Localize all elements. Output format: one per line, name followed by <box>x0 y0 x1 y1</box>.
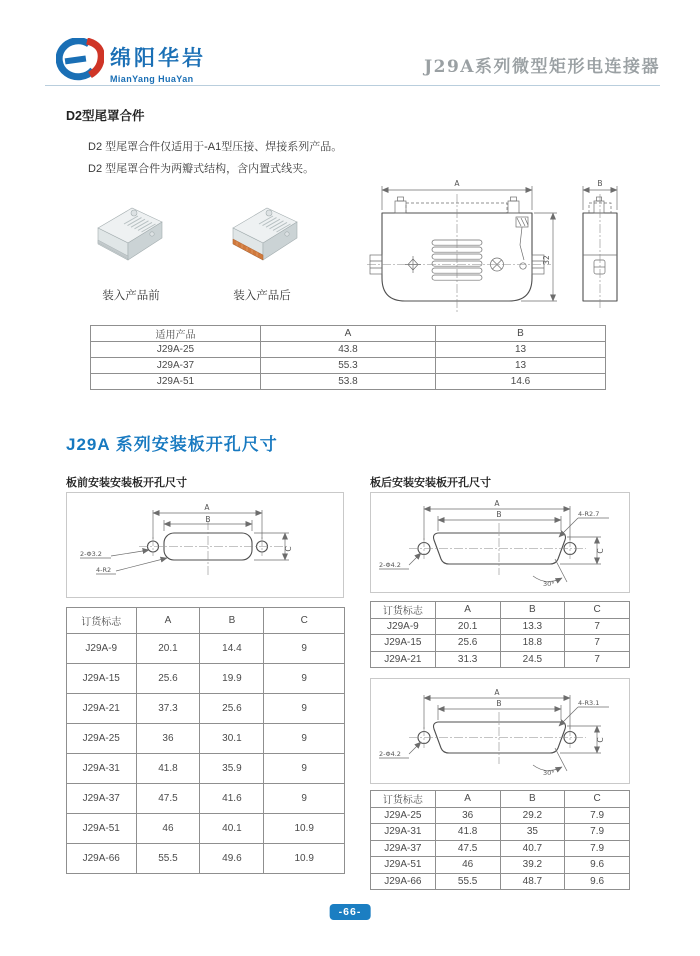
table-cell: 7 <box>565 618 630 635</box>
front-mount-table <box>66 607 345 874</box>
front-mount-drawing-box <box>66 492 344 598</box>
front-mount-subtitle: 板前安装安装板开孔尺寸 <box>66 477 187 489</box>
backshell-image-before <box>90 198 170 276</box>
row-label: J29A-31 <box>371 824 436 841</box>
document-title: J29A系列微型矩形电连接器 <box>424 57 660 77</box>
table-row <box>371 840 630 857</box>
table-row <box>371 824 630 841</box>
tailshell-technical-drawing <box>365 170 665 323</box>
table-header-row <box>371 791 630 808</box>
row-label: J29A-9 <box>67 634 137 664</box>
table-cell: 9 <box>264 754 345 784</box>
header-divider <box>45 85 660 86</box>
row-label: J29A-37 <box>67 784 137 814</box>
rear-mount-table-1 <box>370 601 630 668</box>
table-cell: 41.6 <box>200 784 264 814</box>
footer <box>330 902 371 920</box>
table-cell: 37.3 <box>136 694 200 724</box>
table-cell: 9.6 <box>565 857 630 874</box>
row-label: J29A-9 <box>371 618 436 635</box>
mount-section-title: J29A 系列安装板开孔尺寸 <box>66 435 278 454</box>
column-header: A <box>260 326 435 342</box>
hole-dim-label: 2-Φ4.2 <box>379 750 401 758</box>
table-cell: 39.2 <box>500 857 565 874</box>
table-cell: 10.9 <box>264 844 345 874</box>
table-cell: 41.8 <box>136 754 200 784</box>
table-row <box>67 694 345 724</box>
tailshell-size-table <box>90 325 606 390</box>
table-cell: 13 <box>436 358 606 374</box>
dim-label-a: A <box>494 499 500 508</box>
table-row <box>371 807 630 824</box>
column-header: 订货标志 <box>371 602 436 619</box>
product-photo-before <box>90 198 170 281</box>
dim-label-b: B <box>597 179 603 188</box>
table-cell: 49.6 <box>200 844 264 874</box>
rear-mount-drawing-box-2 <box>370 678 630 784</box>
rear-mount-table-2-wrap <box>370 790 630 890</box>
rear-mount-table-1-wrap <box>370 601 630 668</box>
table-cell: 9 <box>264 634 345 664</box>
table-header-row <box>67 608 345 634</box>
table-cell: 14.4 <box>200 634 264 664</box>
column-header: 订货标志 <box>371 791 436 808</box>
column-header: C <box>565 602 630 619</box>
table-cell: 25.6 <box>435 635 500 652</box>
table-cell: 55.5 <box>435 873 500 890</box>
table-row <box>91 374 606 390</box>
table-cell: 36 <box>435 807 500 824</box>
column-header: A <box>136 608 200 634</box>
dim-label-c: C <box>596 548 605 554</box>
table-cell: 25.6 <box>136 664 200 694</box>
table-cell: 35.9 <box>200 754 264 784</box>
caption-after: 装入产品后 <box>233 290 291 302</box>
tailshell-size-table-wrap <box>90 325 606 390</box>
caption-before: 装入产品前 <box>102 290 160 302</box>
table-cell: 55.5 <box>136 844 200 874</box>
table-row <box>67 634 345 664</box>
dim-label-b: B <box>496 510 502 519</box>
table-cell: 46 <box>136 814 200 844</box>
page-number-badge: -66- <box>330 904 371 920</box>
row-label: J29A-15 <box>371 635 436 652</box>
row-label: J29A-15 <box>67 664 137 694</box>
table-cell: 55.3 <box>260 358 435 374</box>
radius-dim-label: 4-R3.1 <box>578 699 600 707</box>
table-cell: 13.3 <box>500 618 565 635</box>
table-row <box>67 784 345 814</box>
product-photo-after <box>225 198 305 281</box>
row-label: J29A-25 <box>67 724 137 754</box>
table-cell: 47.5 <box>136 784 200 814</box>
table-cell: 25.6 <box>200 694 264 724</box>
dim-label-c: C <box>284 546 293 552</box>
table-cell: 9.6 <box>565 873 630 890</box>
dim-label-a: A <box>204 503 210 512</box>
table-cell: 24.5 <box>500 651 565 668</box>
rear-mount-drawing-box-1 <box>370 492 630 593</box>
table-cell: 40.7 <box>500 840 565 857</box>
dim-label-b: B <box>496 699 502 708</box>
table-row <box>371 873 630 890</box>
angle-dim-label: 30° <box>543 580 555 588</box>
table-cell: 41.8 <box>435 824 500 841</box>
table-cell: 14.6 <box>436 374 606 390</box>
column-header: B <box>500 791 565 808</box>
table-cell: 9 <box>264 694 345 724</box>
column-header: B <box>200 608 264 634</box>
column-header: A <box>435 791 500 808</box>
table-cell: 35 <box>500 824 565 841</box>
table-cell: 46 <box>435 857 500 874</box>
hole-dim-label: 2-Φ3.2 <box>80 550 102 558</box>
row-label: J29A-25 <box>371 807 436 824</box>
company-logo-icon <box>56 38 104 84</box>
table-cell: 13 <box>436 342 606 358</box>
table-row <box>67 724 345 754</box>
table-cell: 47.5 <box>435 840 500 857</box>
company-logo <box>56 38 104 89</box>
table-cell: 9 <box>264 724 345 754</box>
column-header: 订货标志 <box>67 608 137 634</box>
row-label: J29A-37 <box>371 840 436 857</box>
company-name-en: MianYang HuaYan <box>110 74 194 84</box>
table-cell: 7 <box>565 635 630 652</box>
table-header-row <box>371 602 630 619</box>
column-header: B <box>500 602 565 619</box>
table-row <box>371 651 630 668</box>
table-cell: 9 <box>264 664 345 694</box>
row-label: J29A-66 <box>371 873 436 890</box>
table-row <box>67 754 345 784</box>
table-cell: 9 <box>264 784 345 814</box>
table-cell: 48.7 <box>500 873 565 890</box>
angle-dim-label: 30° <box>543 769 555 777</box>
table-row <box>67 814 345 844</box>
table-cell: 7.9 <box>565 840 630 857</box>
table-cell: 10.9 <box>264 814 345 844</box>
table-cell: 36 <box>136 724 200 754</box>
row-label: J29A-21 <box>371 651 436 668</box>
hole-dim-label: 2-Φ4.2 <box>379 561 401 569</box>
radius-dim-label: 4-R2 <box>96 566 112 574</box>
column-header: C <box>565 791 630 808</box>
dim-label-32: 32 <box>542 255 551 265</box>
column-header: B <box>436 326 606 342</box>
front-mount-table-wrap <box>66 607 345 874</box>
row-label: J29A-51 <box>91 374 261 390</box>
table-cell: 7.9 <box>565 807 630 824</box>
table-cell: 30.1 <box>200 724 264 754</box>
dim-label-a: A <box>494 688 500 697</box>
column-header: 适用产品 <box>91 326 261 342</box>
row-label: J29A-25 <box>91 342 261 358</box>
rear-mount-table-2 <box>370 790 630 890</box>
column-header: C <box>264 608 345 634</box>
table-cell: 18.8 <box>500 635 565 652</box>
backshell-image-after <box>225 198 305 276</box>
dim-label-c: C <box>596 737 605 743</box>
row-label: J29A-51 <box>67 814 137 844</box>
row-label: J29A-21 <box>67 694 137 724</box>
table-row <box>67 664 345 694</box>
radius-dim-label: 4-R2.7 <box>578 510 600 518</box>
row-label: J29A-31 <box>67 754 137 784</box>
table-cell: 43.8 <box>260 342 435 358</box>
row-label: J29A-66 <box>67 844 137 874</box>
table-cell: 40.1 <box>200 814 264 844</box>
dim-label-b: B <box>205 515 211 524</box>
d2-desc-line-1: D2 型尾罩合件仅适用于-A1型压接、焊接系列产品。 <box>88 141 343 153</box>
row-label: J29A-37 <box>91 358 261 374</box>
table-cell: 19.9 <box>200 664 264 694</box>
d2-desc-line-2: D2 型尾罩合件为两瓣式结构，含内置式线夹。 <box>88 163 315 175</box>
table-cell: 20.1 <box>136 634 200 664</box>
table-row <box>91 342 606 358</box>
table-cell: 53.8 <box>260 374 435 390</box>
rear-mount-subtitle: 板后安装安装板开孔尺寸 <box>370 477 491 489</box>
company-name-cn: 绵阳华岩 <box>110 47 206 70</box>
column-header: A <box>435 602 500 619</box>
table-cell: 31.3 <box>435 651 500 668</box>
table-row <box>371 857 630 874</box>
table-row <box>371 635 630 652</box>
company-name-block <box>110 42 206 84</box>
table-cell: 20.1 <box>435 618 500 635</box>
table-header-row <box>91 326 606 342</box>
table-cell: 7 <box>565 651 630 668</box>
table-cell: 29.2 <box>500 807 565 824</box>
table-cell: 7.9 <box>565 824 630 841</box>
d2-section-heading: D2型尾罩合件 <box>66 109 145 123</box>
dim-label-a: A <box>454 179 460 188</box>
table-row <box>91 358 606 374</box>
table-row <box>371 618 630 635</box>
table-row <box>67 844 345 874</box>
row-label: J29A-51 <box>371 857 436 874</box>
